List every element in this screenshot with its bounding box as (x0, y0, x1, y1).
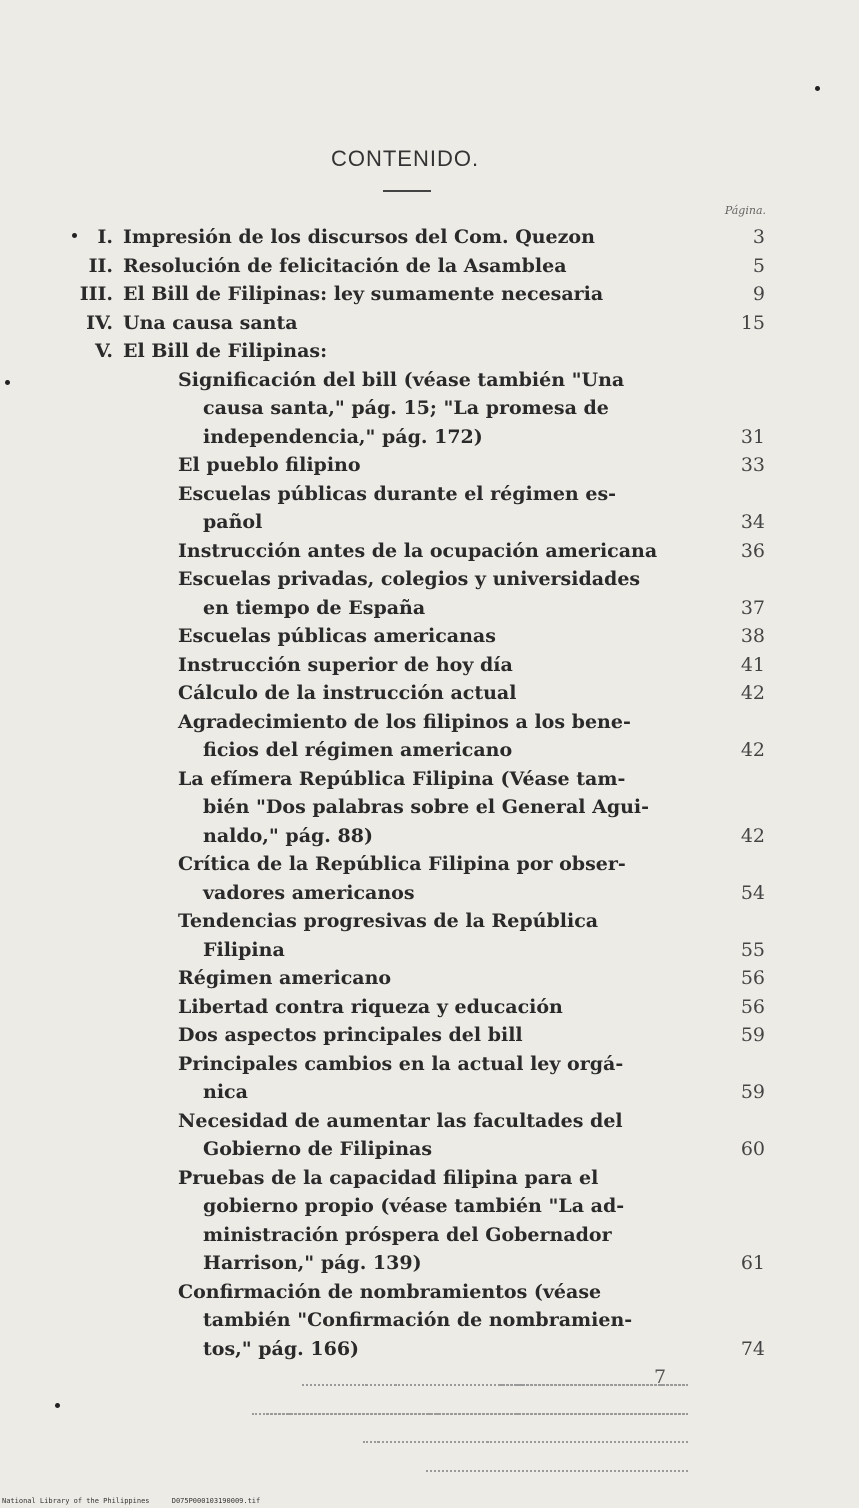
toc-entry-text: Tendencias progresivas de la República (178, 910, 599, 932)
scan-speck (5, 380, 10, 385)
toc-entry-text: también "Confirmación de nombramien- (203, 1309, 633, 1331)
toc-entry-text: Crítica de la República Filipina por obser- (178, 853, 626, 875)
toc-entry-text: nica (203, 1081, 248, 1103)
toc-entry-text: Escuelas públicas americanas (178, 625, 496, 647)
toc-entry-page: 60 (740, 1138, 765, 1160)
toc-entry-text: causa santa," pág. 15; "La promesa de (203, 397, 609, 419)
toc-entry-text: en tiempo de España (203, 596, 426, 619)
title-rule (383, 190, 431, 192)
toc-entry-text: ministración próspera del Gobernador (203, 1223, 612, 1246)
toc-entry-text: ficios del régimen americano (203, 739, 513, 761)
toc-entry-text: Gobierno de Filipinas (203, 1138, 433, 1160)
toc-entry-text: La efímera República Filipina (Véase tam- (178, 767, 626, 790)
toc-entry-page: 42 (740, 739, 765, 761)
toc-entry-text: Cálculo de la instrucción actual (178, 682, 517, 704)
toc-entry-page: 31 (740, 425, 765, 448)
toc-entry-text: Una causa santa (123, 311, 298, 334)
dot-leader (436, 1413, 688, 1415)
toc-entry-text: Instrucción antes de la ocupación americana (178, 539, 658, 562)
toc-entry-text: Significación del bill (véase también "Una (178, 368, 625, 391)
scan-footer (2, 1497, 278, 1505)
toc-entry-page: 38 (740, 625, 765, 647)
scan-speck (815, 86, 820, 91)
toc-entry-page: 37 (740, 596, 765, 619)
toc-entry-page: 36 (740, 539, 765, 562)
toc-entry-text: Principales cambios en la actual ley orgá- (178, 1052, 624, 1075)
toc-entry-page: 33 (740, 454, 765, 476)
page-title: CONTENIDO. (330, 146, 480, 171)
toc-entry-page: 42 (740, 682, 765, 704)
footer-library: National Library of the Philippines (2, 1497, 150, 1505)
toc-entry-text: El pueblo filipino (178, 454, 361, 476)
toc-entry-text: Escuelas públicas durante el régimen es- (178, 482, 617, 505)
toc-entry-text: pañol (203, 511, 263, 533)
dot-leader (363, 1441, 688, 1443)
toc-entry-text: tos," pág. 166) (203, 1337, 360, 1360)
toc-entry-text: El Bill de Filipinas: (123, 340, 328, 362)
toc-entry-page: 42 (740, 824, 765, 847)
page-column-header: Página. (724, 204, 766, 217)
toc-entry-text: Instrucción superior de hoy día (178, 653, 513, 676)
toc-entry-text: Dos aspectos principales del bill (178, 1024, 523, 1046)
toc-entry-text: independencia," pág. 172) (203, 425, 483, 448)
scan-speck (55, 1403, 60, 1408)
toc-entry-number: I. (97, 226, 113, 248)
toc-entry-text: Harrison," pág. 139) (203, 1252, 422, 1274)
toc-entry-page: 54 (740, 881, 765, 904)
toc-entry-page: 5 (752, 254, 765, 277)
toc-entry-text: Impresión de los discursos del Com. Quezon (123, 226, 595, 248)
bullet-mark (72, 233, 77, 238)
toc-entry-text: Agradecimiento de los filipinos a los bene- (178, 710, 631, 733)
page-number: 7 (653, 1366, 667, 1388)
toc-entry-number: III. (79, 283, 113, 305)
toc-entry-page: 56 (740, 967, 765, 989)
toc-entry-page: 9 (752, 283, 765, 305)
toc-entry-text: naldo," pág. 88) (203, 824, 373, 847)
toc-entry-text: gobierno propio (véase también "La ad- (203, 1195, 625, 1217)
toc-entry-page: 34 (740, 511, 765, 533)
toc-entry-text: Resolución de felicitación de la Asamblea (123, 254, 567, 277)
toc-entry-number: V. (94, 340, 113, 362)
toc-entry-text: vadores americanos (203, 881, 415, 904)
toc-entry-number: IV. (86, 311, 113, 334)
toc-entry-page: 3 (752, 226, 765, 248)
toc-entry-text: El Bill de Filipinas: ley sumamente necesaria (123, 283, 604, 305)
toc-entry-page: 59 (740, 1024, 765, 1046)
toc-entry-text: Confirmación de nombramientos (véase (178, 1280, 602, 1303)
toc-entry-page: 59 (740, 1081, 765, 1103)
toc-entry-page: 56 (740, 995, 765, 1018)
toc-entry-page: 74 (740, 1337, 765, 1360)
toc-entry-page: 55 (740, 938, 765, 961)
footer-file: D075P000103190009.tif (171, 1497, 261, 1505)
toc-entry-number: II. (88, 254, 113, 277)
toc-entry-text: Necesidad de aumentar las facultades del (178, 1109, 623, 1132)
toc-entry-page: 61 (740, 1252, 765, 1274)
dot-leader (426, 1470, 688, 1472)
toc-entry-text: Libertad contra riqueza y educación (178, 995, 563, 1018)
toc-entry-text: Escuelas privadas, colegios y universidades (178, 568, 641, 590)
toc-entry-page: 15 (740, 311, 765, 334)
toc-entry-text: Régimen americano (178, 967, 392, 989)
toc-entry-text: Filipina (203, 938, 285, 961)
toc-entry-text: bién "Dos palabras sobre el General Agui- (203, 796, 650, 818)
toc-entry-text: Pruebas de la capacidad filipina para el (178, 1166, 599, 1189)
toc-entry-page: 41 (740, 653, 765, 676)
